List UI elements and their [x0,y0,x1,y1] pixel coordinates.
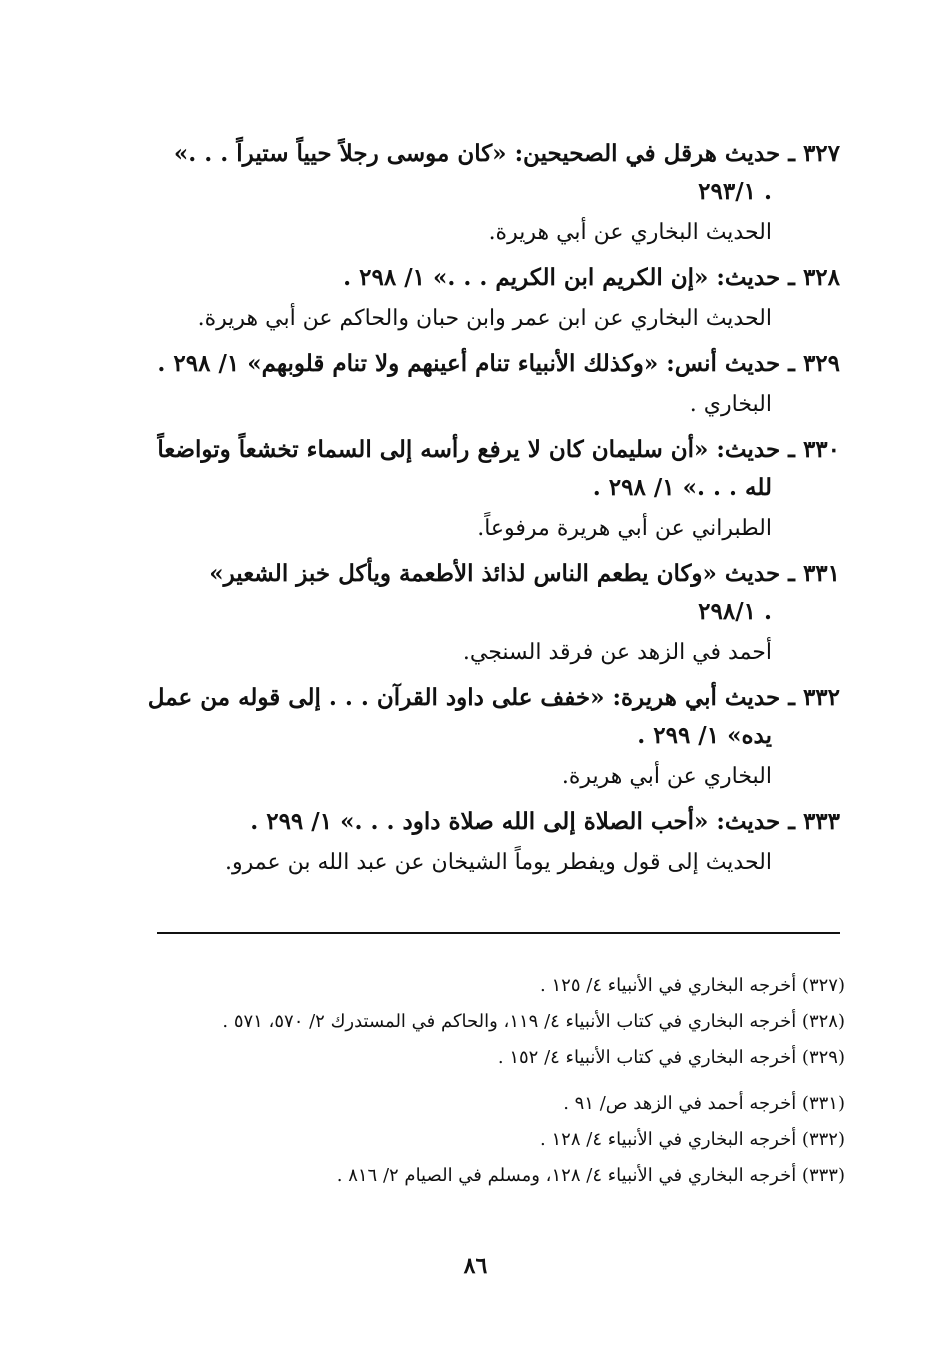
entry-source: الحديث إلى قول ويفطر يوماً الشيخان عن عبد الله بن عمرو. [225,850,772,875]
entry-source: أحمد في الزهد عن فرقد السنجي. [462,640,772,665]
entry-text: ٣٣٠ ـ حديث: «أن سليمان كان لا يرفع رأسه إلى السماء تخشعاً وتواضعاً [157,436,840,463]
entry-source: البخاري . [689,392,772,417]
entry-citation: يده» ١/ ٢٩٩ . [637,722,772,749]
footnote: (٣٢٨) أخرجه البخاري في كتاب الأنبياء ٤/ ١١٩، والحاكم في المستدرك ٢/ ٥٧٠، ٥٧١ . [222,1011,845,1032]
entry-citation: لله . . .» ١/ ٢٩٨ . [592,474,772,501]
entry-text: ٣٣٢ ـ حديث أبي هريرة: «خفف على داود القرآن . . . إلى قوله من عمل [147,684,840,711]
footnote: (٣٣٢) أخرجه البخاري في الأنبياء ٤/ ١٢٨ . [540,1129,845,1150]
footnotes [150,968,845,1194]
footnote: (٣٢٧) أخرجه البخاري في الأنبياء ٤/ ١٢٥ . [540,975,845,996]
footnote-divider [157,932,840,934]
hadith-entry [140,135,840,255]
hadith-entry [140,345,840,427]
footnote: (٣٣٣) أخرجه البخاري في الأنبياء ٤/ ١٢٨، ومسلم في الصيام ٢/ ٨١٦ . [336,1165,845,1186]
entry-text: ٣٢٩ ـ حديث أنس: «وكذلك الأنبياء تنام أعينهم ولا تنام قلوبهم» ١/ ٢٩٨ . [157,350,840,377]
page-number: ٨٦ [463,1253,488,1279]
entry-citation: . ٢٩٣/١ [698,178,772,205]
entry-text: ٣٣١ ـ حديث «وكان يطعم الناس لذائذ الأطعمة ويأكل خبز الشعير» [209,560,840,587]
entry-text: ٣٢٨ ـ حديث: «إن الكريم ابن الكريم . . .» ١/ ٢٩٨ . [343,264,840,291]
footnote: (٣٣١) أخرجه أحمد في الزهد ص/ ٩١ . [563,1093,845,1114]
hadith-entry [140,679,840,799]
hadith-entry [140,803,840,885]
hadith-entries [140,135,840,889]
entry-text: ٣٣٣ ـ حديث: «أحب الصلاة إلى الله صلاة داود . . .» ١/ ٢٩٩ . [250,808,840,835]
entry-source: الطبراني عن أبي هريرة مرفوعاً. [477,516,772,541]
entry-text: ٣٢٧ ـ حديث هرقل في الصحيحين: «كان موسى رجلاً حيياً ستيراً . . .» [173,140,840,167]
hadith-entry [140,555,840,675]
hadith-entry [140,259,840,341]
entry-source: البخاري عن أبي هريرة. [561,764,772,789]
hadith-entry [140,431,840,551]
entry-source: الحديث البخاري عن أبي هريرة. [488,220,772,245]
entry-source: الحديث البخاري عن ابن عمر وابن حبان والحاكم عن أبي هريرة. [197,306,772,331]
entry-citation: . ٢٩٨/١ [698,598,772,625]
footnote: (٣٢٩) أخرجه البخاري في كتاب الأنبياء ٤/ ١٥٢ . [497,1047,845,1068]
